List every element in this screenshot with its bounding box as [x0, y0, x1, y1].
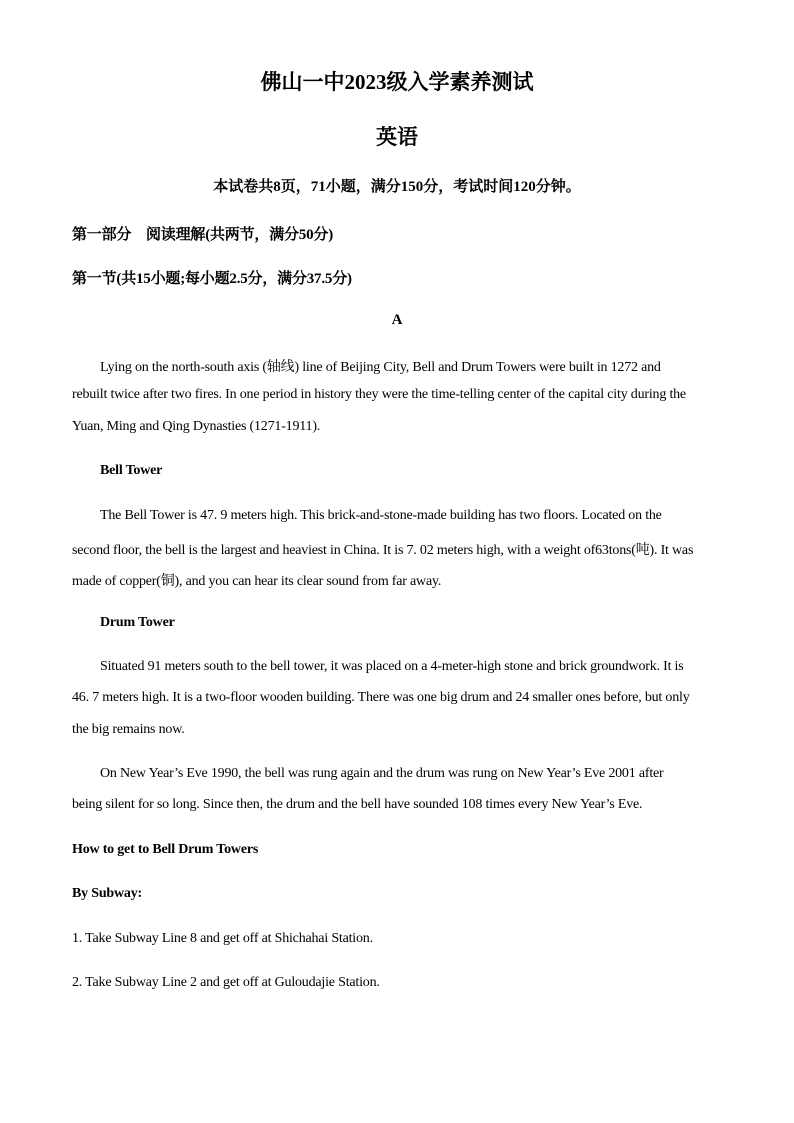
exam-title: 佛山一中2023级入学素养测试 [260, 70, 534, 94]
paragraph-line: being silent for so long. Since then, the drum and the bell have sounded 108 times every New Year’s Eve. [72, 797, 643, 812]
paragraph-line: 46. 7 meters high. It is a two-floor wooden building. There was one big drum and 24 smaller ones before, but only [72, 690, 690, 705]
list-item: 1. Take Subway Line 8 and get off at Shichahai Station. [72, 931, 373, 946]
paragraph-line: Situated 91 meters south to the bell tower, it was placed on a 4-meter-high stone and brick groundwork. It is [100, 659, 684, 674]
howto-heading: How to get to Bell Drum Towers [72, 842, 259, 857]
paragraph-line: The Bell Tower is 47. 9 meters high. This brick-and-stone-made building has two floors. Located on the [100, 508, 662, 523]
list-item: 2. Take Subway Line 2 and get off at Guloudajie Station. [72, 975, 380, 990]
paragraph-line: rebuilt twice after two fires. In one period in history they were the time-telling center of the capital city during the [72, 387, 686, 402]
subway-heading: By Subway: [72, 886, 142, 901]
drum-tower-heading: Drum Tower [100, 615, 175, 630]
bell-tower-heading: Bell Tower [100, 463, 163, 478]
section-heading: 第一节(共15小题;每小题2.5分，满分37.5分) [72, 271, 352, 287]
passage-label: A [391, 312, 403, 328]
part-heading: 第一部分 阅读理解(共两节，满分50分) [72, 227, 333, 243]
paragraph-line: On New Year’s Eve 1990, the bell was rung again and the drum was rung on New Year’s Eve 2001 after [100, 766, 664, 781]
paragraph-line: made of copper(铜), and you can hear its clear sound from far away. [72, 574, 442, 589]
paragraph-line: Lying on the north-south axis (轴线) line of Beijing City, Bell and Drum Towers were built in 1272 and [100, 360, 661, 375]
paragraph-line: Yuan, Ming and Qing Dynasties (1271-1911). [72, 419, 321, 434]
paragraph-line: second floor, the bell is the largest and heaviest in China. It is 7. 02 meters high, with a weight of63tons(吨). It was [72, 543, 694, 558]
exam-info: 本试卷共8页，71小题，满分150分，考试时间120分钟。 [213, 179, 581, 195]
paragraph-line: the big remains now. [72, 722, 185, 737]
subject-title: 英语 [376, 125, 418, 149]
